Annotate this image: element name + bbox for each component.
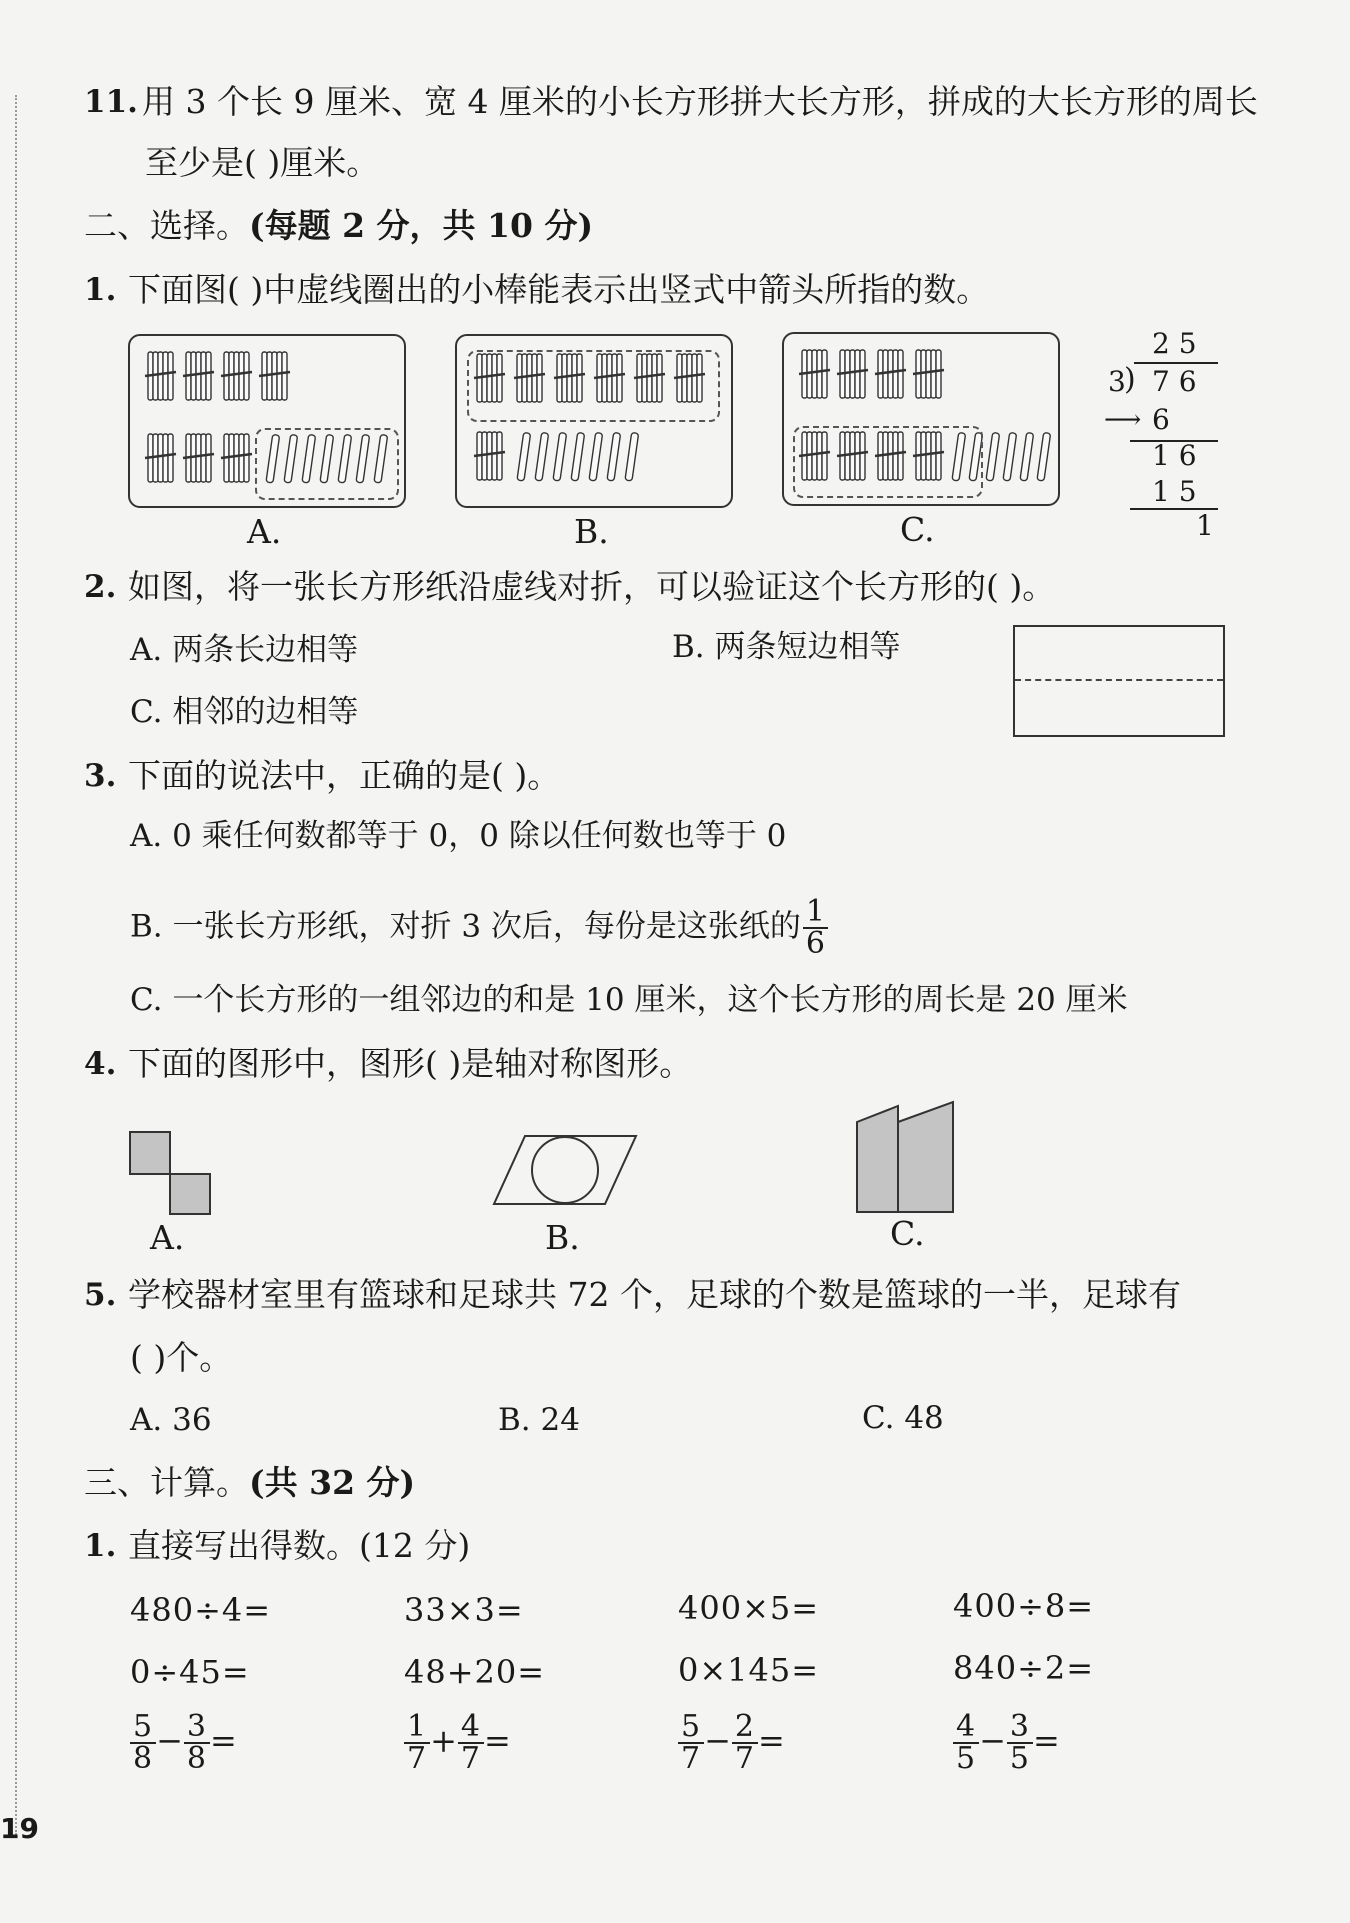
fraction-numerator: 5	[130, 1712, 156, 1744]
option-label: C.	[890, 1214, 925, 1253]
stick-bundle-icon	[183, 434, 214, 482]
option-label: A.	[247, 512, 282, 551]
fraction-denominator: 5	[1009, 1741, 1030, 1776]
stick-bundle-icon	[875, 350, 906, 398]
fraction-numerator: 1	[404, 1712, 430, 1744]
fraction-numerator: 5	[678, 1712, 704, 1744]
single-stick-icon	[1037, 432, 1051, 481]
calc-item: 0×145=	[678, 1651, 820, 1689]
fraction-denominator: 7	[460, 1741, 481, 1776]
fraction-denominator: 8	[133, 1741, 154, 1776]
stick-bundle-icon	[799, 350, 830, 398]
divisor: 3	[1108, 365, 1126, 398]
fraction-denominator: 8	[186, 1741, 207, 1776]
question-number: 4.	[84, 1046, 117, 1082]
single-stick-icon	[625, 432, 639, 481]
fraction-calc-item	[678, 1709, 786, 1776]
fraction	[1007, 1709, 1033, 1776]
shape-C-two-flags	[855, 1100, 965, 1220]
single-stick-icon	[517, 432, 531, 481]
step-value: 1 5	[1152, 475, 1197, 508]
step-product: 6	[1152, 403, 1170, 436]
fraction-calc-item	[130, 1709, 238, 1776]
stick-bundle-icon	[913, 350, 944, 398]
question-number: 2.	[84, 569, 117, 605]
equals-sign: =	[758, 1721, 786, 1760]
question-text: 用 3 个长 9 厘米、宽 4 厘米的小长方形拼大长方形，拼成的大长方形的周长	[142, 82, 1258, 121]
section-heading	[84, 206, 593, 246]
calc-item: 33×3=	[404, 1591, 524, 1629]
equals-sign: =	[1033, 1721, 1061, 1760]
fraction-calc-item	[404, 1709, 512, 1776]
single-stick-icon	[1003, 432, 1017, 481]
fraction	[184, 1709, 210, 1776]
question-text: 如图，将一张长方形纸沿虚线对折，可以验证这个长方形的( )。	[128, 567, 1056, 606]
option-label: B.	[545, 1218, 580, 1257]
dashed-circle-A	[255, 428, 399, 500]
fold-line	[1015, 679, 1223, 681]
option-B-text: B. 一张长方形纸，对折 3 次后，每份是这张纸的	[130, 908, 801, 945]
fraction-numerator: 4	[458, 1712, 484, 1744]
option-B: B. 两条短边相等	[672, 629, 901, 665]
section-note: (共 32 分)	[249, 1463, 416, 1502]
option-C: C. 一个长方形的一组邻边的和是 10 厘米，这个长方形的周长是 20 厘米	[130, 982, 1128, 1018]
question-number: 3.	[84, 758, 117, 794]
calc-item: 840÷2=	[953, 1649, 1095, 1687]
stick-bundle-icon	[474, 432, 505, 480]
long-division	[1100, 318, 1230, 542]
stick-bundle-icon	[183, 352, 214, 400]
quotient: 2 5	[1152, 327, 1197, 360]
question-text: 下面的说法中，正确的是( )。	[128, 756, 561, 795]
fraction-numerator: 2	[732, 1712, 758, 1744]
question-text: 直接写出得数。(12 分)	[128, 1526, 471, 1565]
operator: −	[979, 1721, 1007, 1760]
step-value: 1 6	[1152, 439, 1197, 472]
calc-item: 400÷8=	[953, 1587, 1095, 1625]
equals-sign: =	[210, 1721, 238, 1760]
single-stick-icon	[1020, 432, 1034, 481]
calc-item: 400×5=	[678, 1589, 820, 1627]
question-text: 学校器材室里有篮球和足球共 72 个，足球的个数是篮球的一半，足球有	[128, 1275, 1181, 1314]
section-heading	[84, 1463, 415, 1503]
option-B: B. 24	[498, 1402, 580, 1438]
option-A: A. 0 乘任何数都等于 0，0 除以任何数也等于 0	[130, 818, 787, 854]
calc-item: 480÷4=	[130, 1591, 272, 1629]
fraction-denominator: 6	[805, 926, 826, 961]
single-stick-icon	[571, 432, 585, 481]
fraction-denominator: 5	[956, 1741, 977, 1776]
fraction-numerator: 4	[953, 1712, 979, 1744]
single-stick-icon	[986, 432, 1000, 481]
calc-item: 0÷45=	[130, 1653, 250, 1691]
dashed-circle-C	[793, 426, 983, 498]
stick-bundle-icon	[145, 352, 176, 400]
remainder: 1	[1196, 509, 1214, 542]
single-stick-icon	[535, 432, 549, 481]
option-A: A. 36	[130, 1402, 212, 1438]
fraction	[732, 1709, 758, 1776]
single-stick-icon	[607, 432, 621, 481]
option-C: C. 相邻的边相等	[130, 694, 359, 730]
section-title: 二、选择。	[84, 206, 249, 245]
operator: −	[156, 1721, 184, 1760]
section-title: 三、计算。	[84, 1463, 249, 1502]
fraction-numerator: 3	[184, 1712, 210, 1744]
operator: +	[430, 1721, 458, 1760]
single-stick-icon	[553, 432, 567, 481]
fraction-calc-item	[953, 1709, 1061, 1776]
fraction	[404, 1709, 430, 1776]
fraction-denominator: 7	[681, 1741, 702, 1776]
fraction-numerator: 1	[803, 897, 828, 929]
question-number: 11.	[84, 84, 138, 120]
equals-sign: =	[484, 1721, 512, 1760]
stick-bundle-icon	[145, 434, 176, 482]
question-number: 5.	[84, 1277, 117, 1313]
question-text: 下面图( )中虚线圈出的小棒能表示出竖式中箭头所指的数。	[128, 270, 990, 309]
question-text: 下面的图形中，图形( )是轴对称图形。	[128, 1044, 693, 1083]
shape-B-parallelogram-circle	[490, 1130, 640, 1210]
fraction-numerator: 3	[1007, 1712, 1033, 1744]
fraction-denominator: 7	[407, 1741, 428, 1776]
binding-margin-line	[15, 95, 17, 1835]
arrow-icon: ⟶	[1104, 405, 1142, 435]
option-B	[130, 894, 828, 961]
dividend: 7 6	[1152, 365, 1197, 398]
stick-bundle-icon	[221, 352, 252, 400]
option-label: B.	[574, 512, 609, 551]
question-text: ( )个。	[130, 1338, 233, 1377]
fraction	[953, 1709, 979, 1776]
shape-A-squares	[120, 1100, 240, 1220]
fraction	[678, 1709, 704, 1776]
stick-bundle-icon	[837, 350, 868, 398]
option-label: C.	[900, 510, 935, 549]
option-label: A.	[150, 1218, 185, 1257]
fraction-denominator: 7	[734, 1741, 755, 1776]
question-number: 1.	[84, 1528, 117, 1564]
fraction	[458, 1709, 484, 1776]
bracket-icon: )	[1124, 362, 1136, 397]
section-note: (每题 2 分，共 10 分)	[249, 206, 594, 245]
folded-rectangle	[1013, 625, 1225, 737]
fraction-calc-row	[0, 1709, 1350, 1792]
stick-bundle-icon	[259, 352, 290, 400]
question-text: 至少是( )厘米。	[145, 143, 380, 182]
stick-bundle-icon	[221, 434, 252, 482]
fraction	[803, 894, 828, 961]
dashed-circle-B	[467, 350, 720, 422]
page-number: 19	[0, 1812, 39, 1845]
fraction	[130, 1709, 156, 1776]
single-stick-icon	[589, 432, 603, 481]
calc-item: 48+20=	[404, 1653, 546, 1691]
option-C: C. 48	[862, 1400, 944, 1436]
operator: −	[704, 1721, 732, 1760]
option-A: A. 两条长边相等	[130, 632, 359, 668]
question-number: 1.	[84, 272, 117, 308]
